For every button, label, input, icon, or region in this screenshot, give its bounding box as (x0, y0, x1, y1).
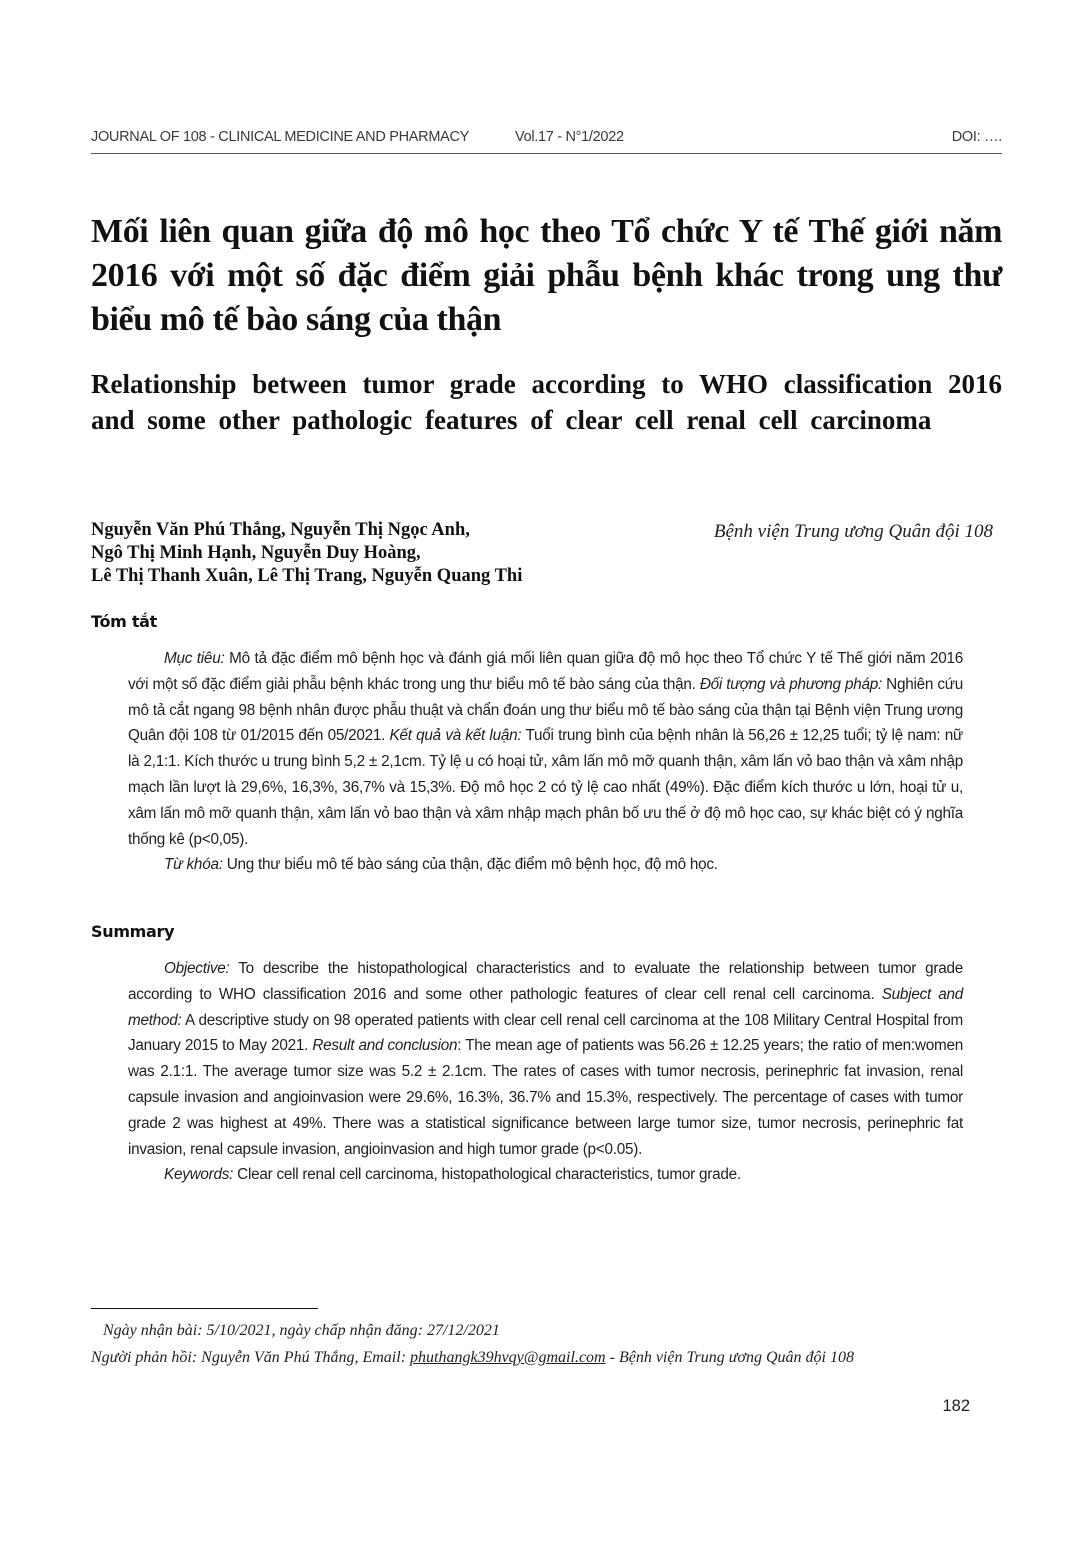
keywords-text: Clear cell renal cell carcinoma, histopathological characteristics, tumor grade. (233, 1166, 741, 1184)
running-header (91, 127, 1002, 151)
contact-prefix: Người phản hồi: Nguyễn Văn Phú Thắng, Email: (91, 1349, 411, 1366)
footnote-divider (91, 1308, 318, 1309)
result-text: : The mean age of patients was 56.26 ± 12.25 years; the ratio of men:women was 2.1:1. The average tumor size was 5.2 ± 2.1cm. The rates of cases with tumor necrosis, perinephric fat invasion, renal capsule invasion and angioinvasion were 29.6%, 16.3%, 36.7% and 15.3%, respectively. The percentage of cases with tumor grade 2 was highest at 49%. There was a statistical significance between large tumor size, tumor necrosis, perinephric fat invasion, renal capsule invasion, angioinvasion and high tumor grade (p<0.05). (128, 1037, 963, 1158)
keywords-vn (128, 852, 963, 878)
keywords-label: Từ khóa: (164, 856, 223, 874)
author-line: Ngô Thị Minh Hạnh, Nguyễn Duy Hoàng, (91, 543, 421, 563)
method-label: Subject and method: (128, 985, 963, 1029)
article-title-vietnamese: Mối liên quan giữa độ mô học theo Tổ chức Y tế Thế giới năm 2016 với một số đặc điểm giải phẫu bệnh khác trong ung thư biểu mô tế bào sáng của thận (91, 213, 1002, 338)
journal-volume: Vol.17 - N°1/2022 (515, 129, 624, 145)
objective-text: To describe the histopathological characteristics and to evaluate the relationship between tumor grade according to WHO classification 2016 and some other pathologic features of clear cell renal cell carcinoma. (128, 960, 963, 1003)
author-line: Lê Thị Thanh Xuân, Lê Thị Trang, Nguyễn Quang Thi (91, 566, 523, 586)
abstract-vn-body (128, 646, 963, 878)
objective-text: Mô tả đặc điểm mô bệnh học và đánh giá mối liên quan giữa độ mô học theo Tổ chức Y tế Thế giới năm 2016 với một số đặc điểm giải phẫu bệnh khác trong ung thư biểu mô tế bào sáng của thận. (128, 650, 963, 693)
footnote-dates: Ngày nhận bài: 5/10/2021, ngày chấp nhận đăng: 27/12/2021 (103, 1322, 500, 1339)
abstract-vn-paragraph (128, 646, 963, 852)
email-link[interactable]: phuthangk39hvqy@gmail.com (410, 1349, 606, 1366)
header-divider (91, 153, 1002, 154)
journal-name: JOURNAL OF 108 - CLINICAL MEDICINE AND PHARMACY (91, 129, 470, 145)
objective-label: Objective: (164, 960, 230, 977)
keywords-text: Ung thư biểu mô tế bào sáng của thận, đặc điểm mô bệnh học, độ mô học. (222, 856, 718, 874)
result-label: Result and conclusion (312, 1037, 458, 1055)
result-label: Kết quả và kết luận: (389, 727, 522, 745)
keywords-label: Keywords: (164, 1166, 234, 1184)
result-text: Tuổi trung bình của bệnh nhân là 56,26 ± 12,25 tuổi; tỷ lệ nam: nữ là 2,1:1. Kích thước u trung bình 5,2 ± 2,1cm. Tỷ lệ u có hoại tử, xâm lấn mô mỡ quanh thận, xâm lấn vỏ bao thận và xâm nhập mạch lần lượt là 29,6%, 16,3%, 36,7% và 15,3%. Độ mô học 2 có tỷ lệ cao nhất (49%). Đặc điểm kích thước u lớn, hoại tử u, xâm lấn mô mỡ quanh thận, xâm lấn vỏ bao thận và xâm nhập mạch phân bố ưu thế ở độ mô học cao, sự khác biệt có ý nghĩa thống kê (p<0,05). (128, 727, 963, 848)
footnote-contact (91, 1349, 1002, 1367)
method-label: Đối tượng và phương pháp: (699, 675, 882, 693)
author-list (91, 519, 651, 588)
affiliation: Bệnh viện Trung ương Quân đội 108 (713, 521, 993, 542)
contact-suffix: - Bệnh viện Trung ương Quân đội 108 (605, 1349, 854, 1366)
author-line: Nguyễn Văn Phú Thắng, Nguyễn Thị Ngọc Anh, (91, 520, 470, 540)
method-text: A descriptive study on 98 operated patients with clear cell renal cell carcinoma at the 108 Military Central Hospital from January 2015 to May 2021. (128, 1011, 963, 1055)
abstract-en-heading: Summary (91, 922, 175, 941)
abstract-en-body (128, 956, 963, 1188)
page-number: 182 (942, 1397, 970, 1415)
doi-label: DOI: …. (951, 129, 1002, 145)
objective-label: Mục tiêu: (164, 650, 225, 667)
keywords-en (128, 1162, 963, 1188)
article-title-english: Relationship between tumor grade according to WHO classification 2016 and some other pathologic features of clear cell renal cell carcinoma (91, 369, 1002, 435)
method-text: Nghiên cứu mô tả cắt ngang 98 bệnh nhân được phẫu thuật và chẩn đoán ung thư biểu mô tế bào sáng của thận tại Bệnh viện Trung ương Quân đội 108 từ 01/2015 đến 05/2021. (128, 675, 963, 745)
abstract-vn-heading: Tóm tắt (91, 612, 158, 631)
abstract-en-paragraph (128, 956, 963, 1162)
